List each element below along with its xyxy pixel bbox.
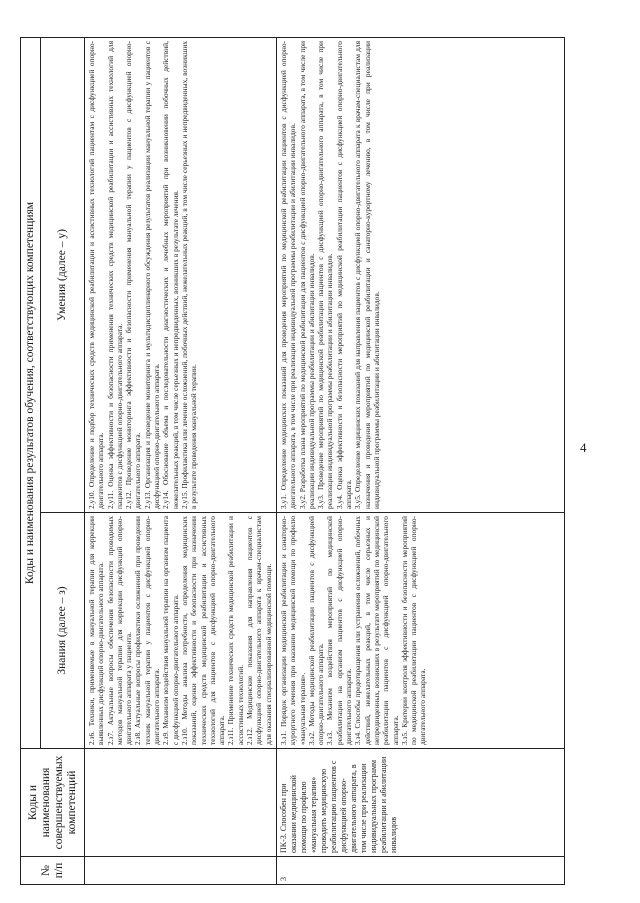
knowledge-item: 3.з2. Методы медицинской реабилитации пациентов с дисфункцией опорно-двигательного аппарата. [306, 516, 326, 745]
skill-item: 2.у10. Определение и подбор технических средств медицинской реабилитации и ассистивных технологий пациентам с дисфункцией опорно-двигательного аппарата. [87, 41, 106, 509]
knowledge-item: 2.з12. Медицинские показания для направления пациентов с дисфункцией опорно-двигательного аппарата к врачам-специалистам для оказания специализированной медицинской помощи. [245, 516, 273, 745]
skill-item: 2.у14. Обоснование объема и последовательности диагностических и лечебных мероприятий при возникновении побочных действий, нежелательных реакций, в том числе серьезных и непредвиденных, возникших в результате лечения. [161, 41, 180, 509]
header-knowledge: Знания (далее – з) [41, 513, 85, 749]
skills-cell [277, 38, 565, 513]
row-code [85, 749, 277, 857]
header-skills: Умения (далее – у) [41, 38, 85, 513]
skills-cell [85, 38, 277, 513]
skill-item: 3.у5. Определение медицинских показаний для направления пациентов с дисфункцией опорно-двигательного аппарата к врачам-специалистам для назначения и проведения мероприятий по медицинской реабилитации и санаторно-курортному лечению, в том числе при реализации индивидуальной программы реабилитации и абилитации инвалидов. [353, 41, 381, 509]
table-row [85, 38, 277, 885]
knowledge-item: 3.з3. Механизм воздействия мероприятий по медицинской реабилитации на организм пациентов с дисфункцией опорно-двигательного аппарата. [325, 516, 354, 745]
skill-item: 2.у11. Оценка эффективности и безопасности применения технических средств медицинской реабилитации и ассистивных технологий для пациентов с дисфункцией опорно-двигательного аппарата. [105, 41, 124, 509]
knowledge-item: 2.з11. Применение технических средств медицинской реабилитации и ассистивных технологий. [226, 516, 245, 745]
knowledge-item: 2.з7. Актуальные вопросы обеспечения безопасности проводимых методов мануальной терапии для коррекции дисфункций опорно-двигательного аппарата у пациента. [105, 516, 134, 745]
knowledge-item: 2.з10. Методы анализа потребности, определения медицинских показаний, оценки эффективности и безопасности при назначении технических средств медицинской реабилитации и ассистивных технологий для пациентов с дисфункцией опорно-двигательного аппарата. [179, 516, 227, 745]
knowledge-item: 2.з8. Актуальные вопросы профилактики осложнений при проведении техник мануальной терапии у пациентов с дисфункцией опорно-двигательного аппарата. [133, 516, 162, 745]
header-num: № п/п [21, 857, 85, 885]
page-number: 4 [580, 440, 587, 455]
skill-item: 2.у12. Проведение мониторинга эффективности и безопасности применения мануальной терапии у пациентов с дисфункцией опорно-двигательного аппарата. [124, 41, 143, 509]
skill-item: 3.у4. Оценка эффективности и безопасности мероприятий по медицинской реабилитации пациентов с дисфункцией опорно-двигательного аппарата. [334, 41, 354, 509]
skill-item: 2.у15. Профилактика или лечение осложнений, побочных действий, нежелательных реакций, в том числе серьезных и непредвиденных, возникших в результате проведения мануальной терапии. [179, 41, 199, 509]
header-code: Коды и наименования совершенствуемых компетенций [21, 749, 85, 857]
table-row [277, 38, 565, 885]
skill-item: 3.у1. Определение медицинских показаний для проведения мероприятий по медицинской реабилитации пациентов с дисфункцией опорно-двигательного аппарата, в том числе при реализации индивидуальной программы реабилитации и абилитации инвалидов. [279, 41, 298, 509]
skill-item: 3.у2. Разработка плана мероприятий по медицинской реабилитации для пациентов с дисфункцией опорно-двигательного аппарата, в том числе при реализации индивидуальной программы реабилитации и абилитации инвалидов. [297, 41, 316, 509]
skill-item: 3.у3. Проведение мероприятий по медицинской реабилитации пациентов с дисфункцией опорно-двигательного аппарата, в том числе при реализации индивидуальной программы реабилитации и абилитации инвалидов. [316, 41, 335, 509]
header-results-group: Коды и наименования результатов обучения, соответствующих компетенциям [21, 38, 41, 749]
knowledge-item: 3.з1. Порядок организации медицинской реабилитации и санаторно-курортного лечения при оказании медицинской помощи по профилю «мануальная терапия». [279, 516, 307, 745]
knowledge-cell [277, 513, 565, 749]
row-code: ПК-3. Способен при оказании медицинской помощи по профилю «мануальная терапия» проводить медицинскую реабилитацию пациентов с дисфункцией опорно-двигательного аппарата, в том числе при реализации индивидуальных программ реабилитации и абилитации инвалидов [277, 749, 565, 857]
knowledge-item: 3.з4. Способы предотвращения или устранения осложнений, побочных действий, нежелательных реакций, в том числе серьезных и непредвиденных, возникших в результате мероприятий по медицинской реабилитации пациентов с дисфункцией опорно-двигательного аппарата. [353, 516, 400, 745]
knowledge-item: 2.з9. Механизм воздействия мануальной терапии на организм пациента с дисфункцией опорно-двигательного аппарата. [161, 516, 180, 745]
row-num [85, 857, 277, 885]
skill-item: 2.у13. Организация и проведение мониторинга и мультидисциплинарного обсуждения результатов реализации мануальной терапии у пациентов с дисфункцией опорно-двигательного аппарата. [142, 41, 162, 509]
competency-table [20, 37, 565, 885]
row-num: 3 [277, 857, 565, 885]
knowledge-item: 3.з5. Критерии контроля эффективности и безопасности мероприятий по медицинской реабилитации пациентов с дисфункцией опорно-двигательного аппарата. [399, 516, 428, 745]
competency-table-sheet [20, 37, 565, 885]
knowledge-item: 2.з6. Техники, применяемые в мануальной терапии для коррекции выявленных дисфункций опорно-двигательного аппарата. [87, 516, 106, 745]
knowledge-cell [85, 513, 277, 749]
